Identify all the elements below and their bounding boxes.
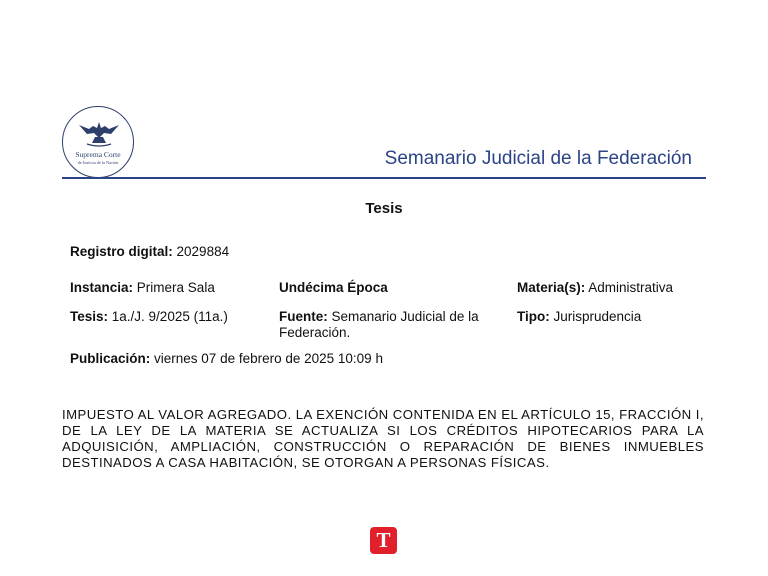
- instancia: [70, 280, 215, 296]
- fuente: [279, 309, 504, 341]
- epoca-value: Undécima Época: [279, 280, 388, 295]
- publicacion-label: Publicación:: [70, 351, 151, 366]
- publication-title: Semanario Judicial de la Federación: [384, 148, 692, 169]
- scjn-logo: [62, 106, 134, 178]
- instancia-value: Primera Sala: [136, 280, 215, 295]
- brand-letter: T: [376, 528, 391, 552]
- logo-line-2: de Justicia de la Nación: [77, 160, 119, 165]
- tipo: [517, 309, 641, 325]
- epoca: [279, 280, 388, 296]
- header-divider: [62, 177, 706, 179]
- tesis-value: 1a./J. 9/2025 (11a.): [111, 309, 228, 324]
- materia-label: Materia(s):: [517, 280, 586, 295]
- materia-value: Administrativa: [588, 280, 674, 295]
- eagle-emblem-icon: [77, 117, 121, 147]
- tipo-label: Tipo:: [517, 309, 550, 324]
- tesis-number: [70, 309, 228, 325]
- registro-digital: [70, 244, 229, 260]
- tipo-value: Jurisprudencia: [553, 309, 642, 324]
- registro-label: Registro digital:: [70, 244, 173, 259]
- registro-value: 2029884: [176, 244, 230, 259]
- fuente-value: Semanario Judicial de la Federación.: [279, 309, 479, 340]
- t-brand-icon: [370, 527, 397, 554]
- tesis-caption: IMPUESTO AL VALOR AGREGADO. LA EXENCIÓN CONTENIDA EN EL ARTÍCULO 15, FRACCIÓN I, DE LA LEY DE LA MATERIA SE ACTUALIZA SI LOS CRÉDITOS HIPOTECARIOS PARA LA ADQUISICIÓN, AMPLIACIÓN, CONSTRUCCIÓN O REPARACIÓN DE BIENES INMUEBLES DESTINADOS A CASA HABITACIÓN, SE OTORGAN A PERSONAS FÍSICAS.: [62, 407, 704, 470]
- fuente-label: Fuente:: [279, 309, 328, 324]
- publicacion: [70, 351, 383, 367]
- tesis-label: Tesis:: [70, 309, 109, 324]
- document-title: Tesis: [365, 200, 403, 217]
- publicacion-value: viernes 07 de febrero de 2025 10:09 h: [154, 351, 383, 366]
- instancia-label: Instancia:: [70, 280, 134, 295]
- logo-line-1: Suprema Corte: [75, 150, 121, 159]
- materia: [517, 280, 673, 296]
